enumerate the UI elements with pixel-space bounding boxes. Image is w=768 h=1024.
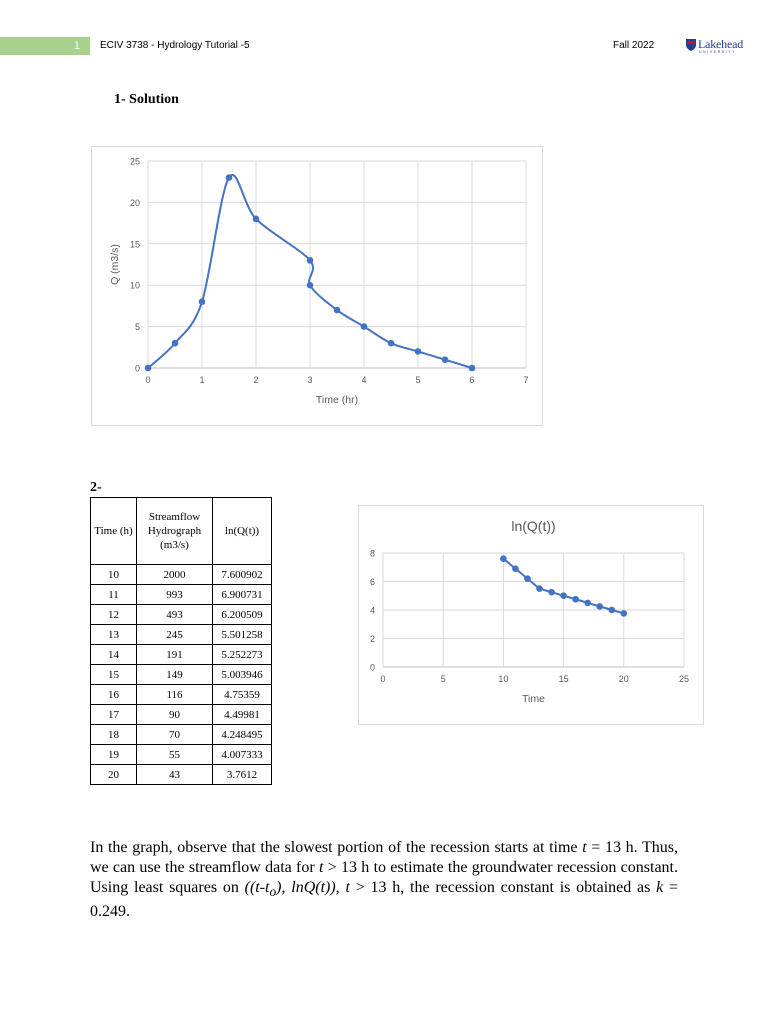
logo-text: Lakehead: [698, 37, 744, 51]
data-point: [388, 340, 395, 347]
table-cell-streamflow: 493: [137, 605, 213, 625]
table-cell-time: 10: [91, 565, 137, 585]
table-header-streamflow: Streamflow Hydrograph (m3/s): [137, 498, 213, 565]
data-point: [548, 589, 555, 596]
para-var-t-2: t: [318, 859, 324, 876]
table-cell-time: 18: [91, 725, 137, 745]
x-tick-label: 7: [523, 375, 529, 385]
y-axis-title: Q (m3/s): [109, 244, 121, 285]
x-tick-label: 1: [199, 375, 205, 385]
y-tick-label: 0: [134, 363, 140, 374]
table-cell-time: 19: [91, 745, 137, 765]
para-formula-b: ), lnQ(t)),: [276, 879, 340, 896]
hydrograph-chart-svg: [92, 147, 542, 425]
table-cell-lnq: 6.900731: [213, 585, 272, 605]
table-cell-time: 20: [91, 765, 137, 785]
x-tick-label: 15: [558, 674, 569, 684]
university-logo: [686, 37, 748, 57]
y-tick-label: 8: [369, 548, 375, 559]
table-row: [91, 685, 272, 705]
conclusion-paragraph: [90, 838, 678, 922]
table-cell-streamflow: 149: [137, 665, 213, 685]
course-title: ECIV 3738 - Hydrology Tutorial -5: [100, 40, 250, 51]
table-row: [91, 565, 272, 585]
lnq-chart: [358, 505, 704, 725]
y-tick-label: 6: [369, 577, 375, 587]
table-cell-streamflow: 116: [137, 685, 213, 705]
table-cell-lnq: 4.007333: [213, 745, 272, 765]
table-cell-streamflow: 70: [137, 725, 213, 745]
table-row: [91, 665, 272, 685]
table-row: [91, 605, 272, 625]
table-cell-streamflow: 43: [137, 765, 213, 785]
data-point: [145, 365, 152, 372]
x-tick-label: 20: [618, 674, 629, 684]
x-tick-label: 5: [440, 674, 446, 684]
data-point: [560, 592, 567, 599]
table-cell-streamflow: 245: [137, 625, 213, 645]
table-cell-lnq: 4.49981: [213, 705, 272, 725]
table-cell-lnq: 6.200509: [213, 605, 272, 625]
table-cell-streamflow: 191: [137, 645, 213, 665]
y-tick-label: 0: [369, 662, 375, 673]
table-row: [91, 625, 272, 645]
table-header-lnq: ln(Q(t)): [213, 498, 272, 565]
chart-title: ln(Q(t)): [511, 518, 556, 534]
table-cell-streamflow: 2000: [137, 565, 213, 585]
data-point: [500, 555, 507, 562]
table-cell-lnq: 5.501258: [213, 625, 272, 645]
data-point: [596, 603, 603, 610]
data-point: [226, 174, 233, 181]
data-point: [469, 365, 476, 372]
table-cell-lnq: 4.75359: [213, 685, 272, 705]
data-point: [584, 600, 591, 607]
data-point: [621, 610, 628, 617]
lnq-chart-svg: [359, 506, 703, 724]
table-cell-time: 14: [91, 645, 137, 665]
para-var-t-3: t: [345, 879, 350, 896]
section-2-heading: 2-: [90, 480, 102, 495]
x-tick-label: 3: [307, 375, 313, 385]
table-cell-streamflow: 993: [137, 585, 213, 605]
para-formula: [244, 879, 340, 900]
hydrograph-chart: [91, 146, 543, 426]
table-row: [91, 765, 272, 785]
data-point: [524, 575, 531, 582]
data-point: [512, 565, 519, 572]
streamflow-table: [90, 497, 272, 785]
table-row: [91, 585, 272, 605]
term-label: Fall 2022: [613, 40, 655, 51]
table-cell-time: 12: [91, 605, 137, 625]
table-cell-time: 11: [91, 585, 137, 605]
x-tick-label: 6: [469, 375, 475, 385]
table-cell-time: 15: [91, 665, 137, 685]
table-cell-lnq: 4.248495: [213, 725, 272, 745]
y-tick-label: 5: [134, 322, 140, 333]
y-tick-label: 20: [129, 197, 140, 208]
shield-icon: [686, 39, 696, 51]
x-axis-title: Time (hr): [315, 394, 359, 406]
para-formula-sub: o: [269, 884, 277, 900]
table-row: [91, 645, 272, 665]
table-cell-lnq: 5.252273: [213, 645, 272, 665]
x-tick-label: 4: [361, 375, 367, 385]
table-row: [91, 705, 272, 725]
data-point: [253, 216, 260, 223]
x-tick-label: 0: [145, 375, 151, 385]
data-point: [307, 257, 314, 264]
para-text-2: = 13 h. Thus, we can use the streamflow data for: [90, 839, 679, 876]
x-tick-label: 2: [253, 375, 259, 385]
para-formula-a: ((t-t: [244, 879, 270, 896]
y-tick-label: 25: [129, 156, 140, 167]
para-text-3: > 13 h to estimate the groundwater recession constant. Using least squares on: [90, 859, 678, 896]
y-tick-label: 4: [369, 605, 375, 616]
para-var-k: k: [656, 879, 664, 896]
data-point: [307, 282, 314, 289]
table-cell-lnq: 5.003946: [213, 665, 272, 685]
x-tick-label: 5: [415, 375, 421, 385]
table-header-time: Time (h): [91, 498, 137, 565]
x-tick-label: 0: [380, 674, 386, 684]
table-cell-lnq: 3.7612: [213, 765, 272, 785]
para-text-5: = 0.249.: [90, 879, 679, 921]
page-number-bar: [0, 37, 90, 55]
table-row: [91, 745, 272, 765]
table-cell-time: 16: [91, 685, 137, 705]
x-tick-label: 25: [678, 674, 690, 684]
y-tick-label: 2: [369, 634, 375, 644]
y-tick-label: 15: [129, 239, 140, 250]
y-tick-label: 10: [129, 280, 140, 291]
table-row: [91, 725, 272, 745]
table-cell-streamflow: 55: [137, 745, 213, 765]
data-point: [536, 585, 543, 592]
table-cell-streamflow: 90: [137, 705, 213, 725]
data-point: [334, 307, 341, 314]
x-axis-title: Time: [522, 693, 545, 705]
data-point: [361, 323, 368, 330]
data-point: [572, 596, 579, 603]
x-tick-label: 10: [498, 674, 509, 684]
para-var-t: t: [582, 839, 587, 856]
table-cell-time: 17: [91, 705, 137, 725]
table-cell-time: 13: [91, 625, 137, 645]
section-1-heading: 1- Solution: [114, 92, 179, 107]
data-point: [199, 298, 206, 305]
para-text-4: > 13 h, the recession constant is obtained as: [349, 879, 657, 896]
data-point: [415, 348, 422, 355]
data-point: [172, 340, 179, 347]
table-cell-lnq: 7.600902: [213, 565, 272, 585]
data-point: [442, 356, 449, 363]
data-point: [608, 607, 615, 614]
para-text-1: In the graph, observe that the slowest portion of the recession starts at time: [90, 839, 583, 856]
logo-subtext: UNIVERSITY: [699, 50, 737, 54]
page-number: 1: [73, 40, 80, 52]
